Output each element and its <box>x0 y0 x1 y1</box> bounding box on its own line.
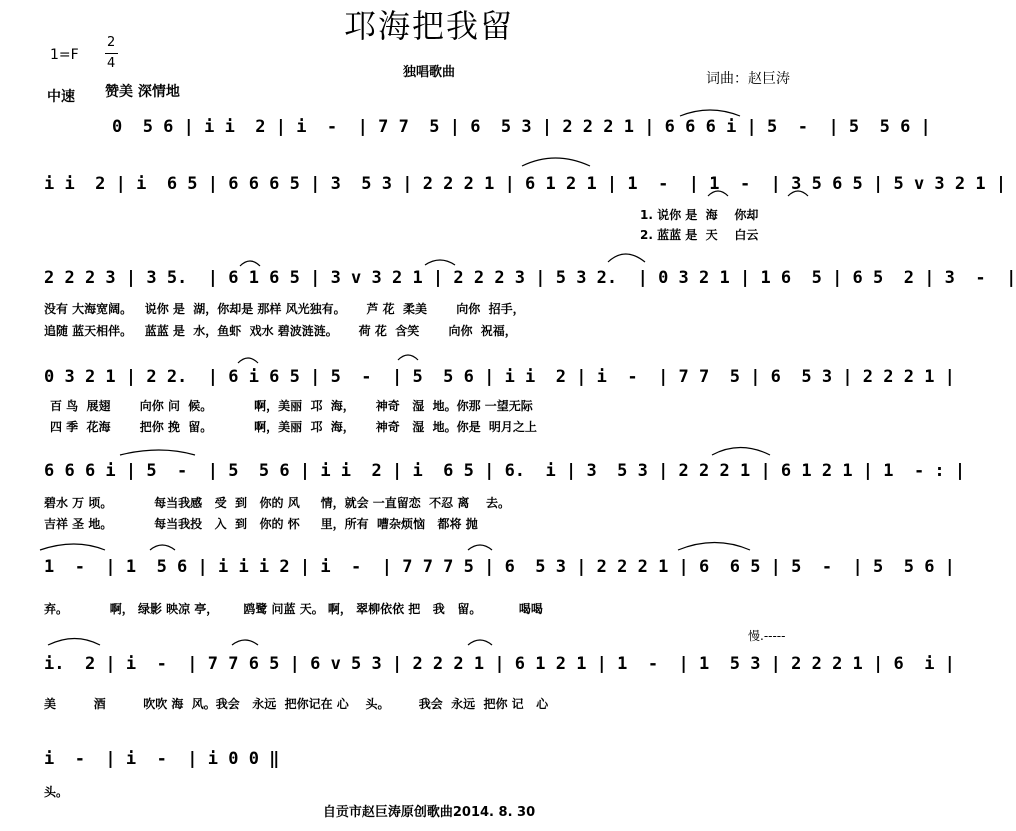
time-signature-top: 2 <box>107 35 116 50</box>
lyrics-row-3-verse-1: 没有 大海宽阔。 说你 是 湖，你却是 那样 风光独有。 芦 花 柔美 向你 招手， <box>44 302 525 316</box>
slur-mark <box>608 254 645 262</box>
lyrics-row-6: 弃。 啊， 绿影 映凉 亭， 鸥鹭 问蓝 天。 啊， 翠柳依依 把 我 留。 喝喝 <box>44 602 543 616</box>
notation-row-2: i i 2 | i 6 5 | 6 6 6 5 | 3 5 3 | 2 2 2 1 | 6 1 2 1 | 1 - | 1 - | 3 5 6 5 | 5 v 3 2 1 | <box>44 174 1007 194</box>
slur-mark <box>40 544 105 550</box>
notation-row-5: 6 6 6 i | 5 - | 5 5 6 | i i 2 | i 6 5 | 6. i | 3 5 3 | 2 2 2 1 | 6 1 2 1 | 1 - : | <box>44 461 966 481</box>
song-subtitle: 独唱歌曲 <box>402 65 455 80</box>
footer-credit: 自贡市赵巨涛原创歌曲2014. 8. 30 <box>322 805 536 820</box>
slur-mark <box>150 545 175 550</box>
lyrics-row-2-verse-1: 1. 说你 是 海 你却 <box>640 208 759 222</box>
lyrics-row-4-verse-2: 四 季 花海 把你 挽 留。 啊，美丽 邛 海， 神奇 湿 地。你是 明月之上 <box>50 420 537 434</box>
slur-mark <box>468 640 492 645</box>
slur-mark <box>788 191 808 196</box>
slur-mark <box>232 640 258 645</box>
lyrics-row-5-verse-1: 碧水 万 顷。 每当我感 受 到 你的 风 情，就会 一直留恋 不忍 离 去。 <box>44 496 511 510</box>
slur-mark <box>238 358 258 363</box>
slur-mark <box>678 543 750 551</box>
key-signature: 1=F <box>50 47 79 63</box>
notation-row-3: 2 2 2 3 | 3 5. | 6 1 6 5 | 3 v 3 2 1 | 2 2 2 3 | 5 3 2. | 0 3 2 1 | 1 6 5 | 6 5 2 | 3 - | <box>44 268 1016 288</box>
slur-mark <box>712 448 770 456</box>
lyrics-row-2-verse-2: 2. 蓝蓝 是 天 白云 <box>640 228 759 242</box>
expression-text: 赞美 深情地 <box>105 84 180 100</box>
slur-mark <box>120 450 195 455</box>
slur-mark <box>240 261 260 266</box>
lyrics-row-4-verse-1: 百 鸟 展翅 向你 问 候。 啊，美丽 邛 海， 神奇 湿 地。你那 一望无际 <box>50 399 533 413</box>
time-signature-bottom: 4 <box>107 56 116 71</box>
notation-row-1: 0 5 6 | i i 2 | i - | 7 7 5 | 6 5 3 | 2 2 2 1 | 6 6 6 i | 5 - | 5 5 6 | <box>112 117 931 137</box>
lyrics-row-5-verse-2: 吉祥 圣 地。 每当我投 入 到 你的 怀 里，所有 嘈杂烦恼 都将 抛 <box>44 517 478 531</box>
lyrics-row-7: 美 酒 吹吹 海 风。我会 永远 把你记在 心 头。 我会 永远 把你 记 心 <box>44 697 549 711</box>
song-title: 邛海把我留 <box>343 7 514 45</box>
notation-row-8: i - | i - | i 0 0 ‖ <box>44 749 280 769</box>
notation-row-6: 1 - | 1 5 6 | i i i 2 | i - | 7 7 7 5 | 6 5 3 | 2 2 2 1 | 6 6 5 | 5 - | 5 5 6 | <box>44 557 955 577</box>
slur-mark <box>425 260 455 265</box>
credits-text: 词曲：赵巨涛 <box>706 71 790 87</box>
notation-row-4: 0 3 2 1 | 2 2. | 6 i 6 5 | 5 - | 5 5 6 | i i 2 | i - | 7 7 5 | 6 5 3 | 2 2 2 1 | <box>44 367 955 387</box>
slur-mark <box>468 545 492 550</box>
lyrics-row-8: 头。 <box>44 785 69 799</box>
slur-mark <box>398 355 418 360</box>
tempo-mark-slow: 慢.----- <box>748 629 786 643</box>
tempo-text: 中速 <box>47 89 75 105</box>
lyrics-row-3-verse-2: 追随 蓝天相伴。 蓝蓝 是 水，鱼虾 戏水 碧波涟涟。 荷 花 含笑 向你 祝福， <box>44 324 517 338</box>
slur-mark <box>680 110 740 116</box>
slur-mark <box>48 639 100 646</box>
slur-mark <box>708 191 728 196</box>
slur-mark <box>522 158 590 166</box>
notation-row-7: i. 2 | i - | 7 7 6 5 | 6 v 5 3 | 2 2 2 1 | 6 1 2 1 | 1 - | 1 5 3 | 2 2 2 1 | 6 i | <box>44 654 955 674</box>
